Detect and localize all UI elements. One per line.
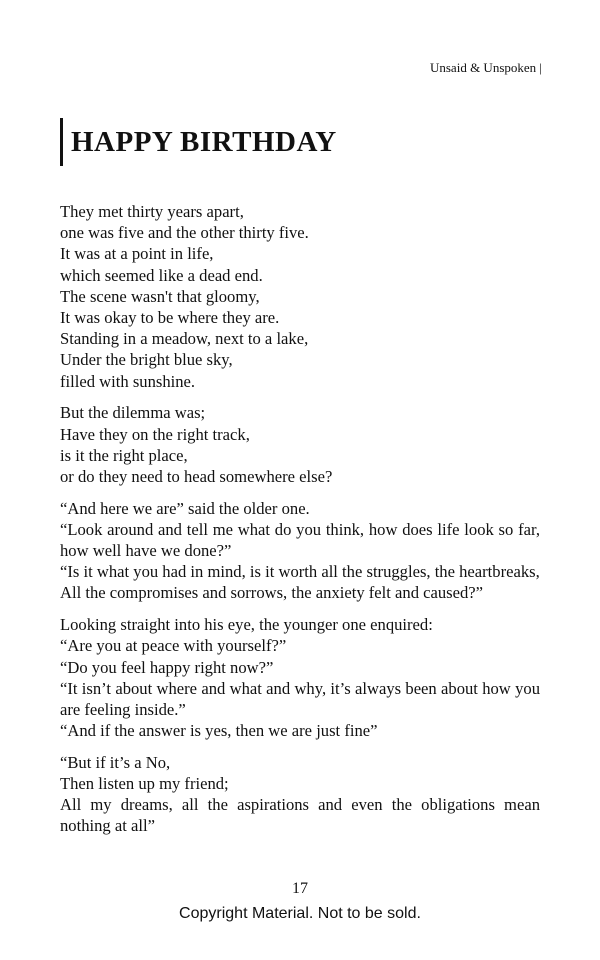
poem-line: “Look around and tell me what do you think, how does life look so far, how well have we done?” (60, 519, 540, 561)
poem-line: “But if it’s a No, (60, 752, 171, 772)
poem-line: one was five and the other thirty five. (60, 223, 309, 243)
poem-title: HAPPY BIRTHDAY (71, 125, 337, 158)
poem-line: “It isn’t about where and what and why, it’s always been about how you are feeling inside.” (60, 678, 540, 719)
poem-line: “Is it what you had in mind, is it worth all the struggles, the heartbreaks, (60, 562, 540, 582)
poem-line: filled with sunshine. (60, 371, 196, 391)
poem-line: All my dreams, all the aspirations and even the obligations mean nothing at all” (60, 795, 540, 836)
poem-line: or do they need to head somewhere else? (60, 466, 333, 486)
stanza-3 (60, 498, 540, 604)
title-block (60, 118, 337, 166)
poem-line: “Are you at peace with yourself?” (60, 636, 287, 656)
poem-line: which seemed like a dead end. (60, 265, 263, 285)
stanza-1 (60, 201, 540, 392)
poem-body (60, 201, 540, 847)
poem-line: Looking straight into his eye, the younger one enquired: (60, 615, 433, 635)
poem-line: “Do you feel happy right now?” (60, 657, 274, 677)
poem-line: “And if the answer is yes, then we are just fine” (60, 721, 378, 741)
poem-line: It was at a point in life, (60, 244, 214, 264)
poem-line: Have they on the right track, (60, 424, 250, 444)
stanza-5 (60, 752, 540, 837)
stanza-4 (60, 614, 540, 741)
poem-line: They met thirty years apart, (60, 202, 244, 221)
copyright-notice: Copyright Material. Not to be sold. (179, 905, 421, 922)
running-header: Unsaid & Unspoken | (429, 60, 542, 75)
poem-line: Under the bright blue sky, (60, 350, 233, 370)
poem-line: All the compromises and sorrows, the anxiety felt and caused?” (60, 583, 484, 603)
poem-line: The scene wasn't that gloomy, (60, 286, 260, 306)
page-number: 17 (292, 880, 308, 897)
stanza-2 (60, 402, 540, 487)
poem-line: But the dilemma was; (60, 403, 206, 423)
poem-line: Then listen up my friend; (60, 774, 229, 794)
poem-line: “And here we are” said the older one. (60, 498, 310, 518)
poem-line: is it the right place, (60, 445, 188, 465)
poem-line: It was okay to be where they are. (60, 308, 280, 328)
poem-line: Standing in a meadow, next to a lake, (60, 329, 309, 349)
